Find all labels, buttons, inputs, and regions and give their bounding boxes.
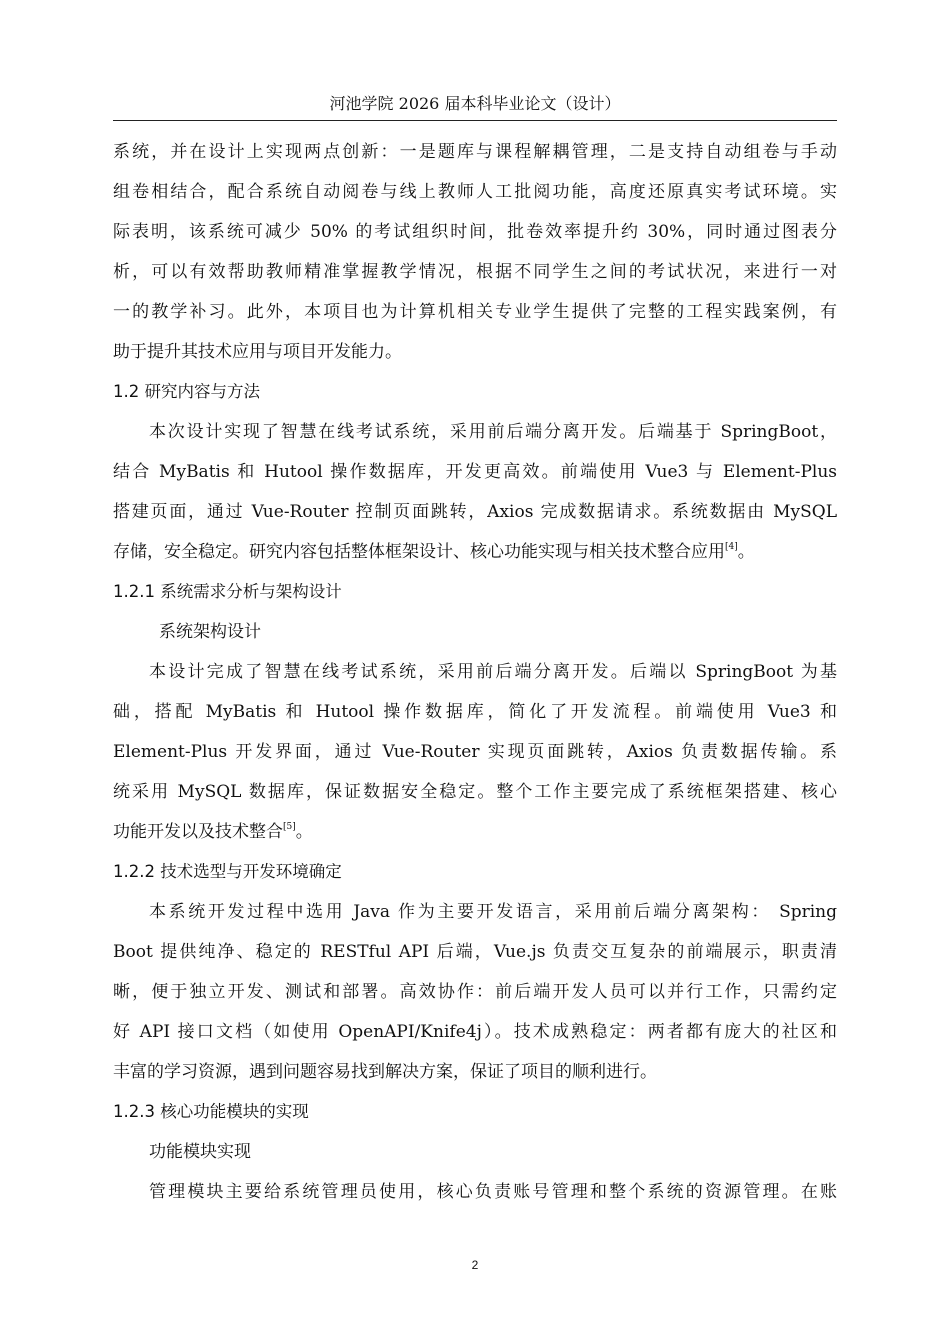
paragraph-line: 析，可以有效帮助教师精准掌握教学情况，根据不同学生之间的考试状况，来进行一对 bbox=[113, 262, 837, 282]
citation-ref: [5] bbox=[283, 822, 296, 832]
page-number: 2 bbox=[471, 1258, 479, 1272]
subsection-heading: 1.2.3 核心功能模块的实现 bbox=[113, 1102, 309, 1121]
paragraph-line: 搭建页面，通过 Vue-Router 控制页面跳转，Axios 完成数据请求。系统数据由 MySQL bbox=[113, 502, 837, 522]
paragraph-line: 础，搭配 MyBatis 和 Hutool 操作数据库，简化了开发流程。前端使用 Vue3 和 bbox=[113, 702, 837, 722]
paragraph-text: 。 bbox=[737, 542, 755, 562]
paragraph-line: 际表明，该系统可减少 50% 的考试组织时间，批卷效率提升约 30%，同时通过图表分 bbox=[113, 222, 837, 242]
paragraph-line: 管理模块主要给系统管理员使用，核心负责账号管理和整个系统的资源管理。在账 bbox=[149, 1182, 837, 1202]
paragraph-line: 本系统开发过程中选用 Java 作为主要开发语言，采用前后端分离架构： Spring bbox=[149, 902, 837, 922]
paragraph-line: 本次设计实现了智慧在线考试系统，采用前后端分离开发。后端基于 SpringBoot， bbox=[149, 422, 837, 442]
paragraph-text: 功能开发以及技术整合 bbox=[113, 822, 283, 842]
subsection-heading: 1.2.1 系统需求分析与架构设计 bbox=[113, 582, 342, 601]
paragraph-line: 晰，便于独立开发、测试和部署。高效协作：前后端开发人员可以并行工作，只需约定 bbox=[113, 982, 837, 1002]
paragraph-line: Boot 提供纯净、稳定的 RESTful API 后端，Vue.js 负责交互复杂的前端展示，职责清 bbox=[113, 942, 837, 962]
paragraph-line: Element-Plus 开发界面，通过 Vue-Router 实现页面跳转，Axios 负责数据传输。系 bbox=[113, 742, 837, 762]
paragraph-text: 。 bbox=[295, 822, 313, 842]
running-header: 河池学院 2026 届本科毕业论文（设计） bbox=[329, 94, 621, 113]
paragraph-line bbox=[113, 812, 837, 852]
paragraph-line: 结合 MyBatis 和 Hutool 操作数据库，开发更高效。前端使用 Vue3 与 Element-Plus bbox=[113, 462, 837, 482]
paragraph-line: 一的教学补习。此外，本项目也为计算机相关专业学生提供了完整的工程实践案例，有 bbox=[113, 302, 837, 322]
paragraph-text: 存储，安全稳定。研究内容包括整体框架设计、核心功能实现与相关技术整合应用 bbox=[113, 542, 725, 562]
page-body bbox=[113, 132, 837, 1212]
paragraph-line: 系统，并在设计上实现两点创新：一是题库与课程解耦管理，二是支持自动组卷与手动 bbox=[113, 142, 837, 162]
header-rule bbox=[113, 120, 837, 121]
subheading: 系统架构设计 bbox=[159, 622, 261, 642]
subheading: 功能模块实现 bbox=[149, 1142, 251, 1162]
section-heading: 1.2 研究内容与方法 bbox=[113, 382, 260, 401]
paragraph-line: 助于提升其技术应用与项目开发能力。 bbox=[113, 342, 402, 362]
paragraph-line bbox=[113, 532, 837, 572]
subsection-heading: 1.2.2 技术选型与开发环境确定 bbox=[113, 862, 342, 881]
paragraph-line: 统采用 MySQL 数据库，保证数据安全稳定。整个工作主要完成了系统框架搭建、核心 bbox=[113, 782, 837, 802]
paragraph-line: 好 API 接口文档（如使用 OpenAPI/Knife4j）。技术成熟稳定：两者都有庞大的社区和 bbox=[113, 1022, 837, 1042]
paragraph-line: 本设计完成了智慧在线考试系统，采用前后端分离开发。后端以 SpringBoot 为基 bbox=[149, 662, 837, 682]
paragraph-line: 丰富的学习资源，遇到问题容易找到解决方案，保证了项目的顺利进行。 bbox=[113, 1062, 657, 1082]
citation-ref: [4] bbox=[725, 542, 738, 552]
paragraph-line: 组卷相结合，配合系统自动阅卷与线上教师人工批阅功能，高度还原真实考试环境。实 bbox=[113, 182, 837, 202]
